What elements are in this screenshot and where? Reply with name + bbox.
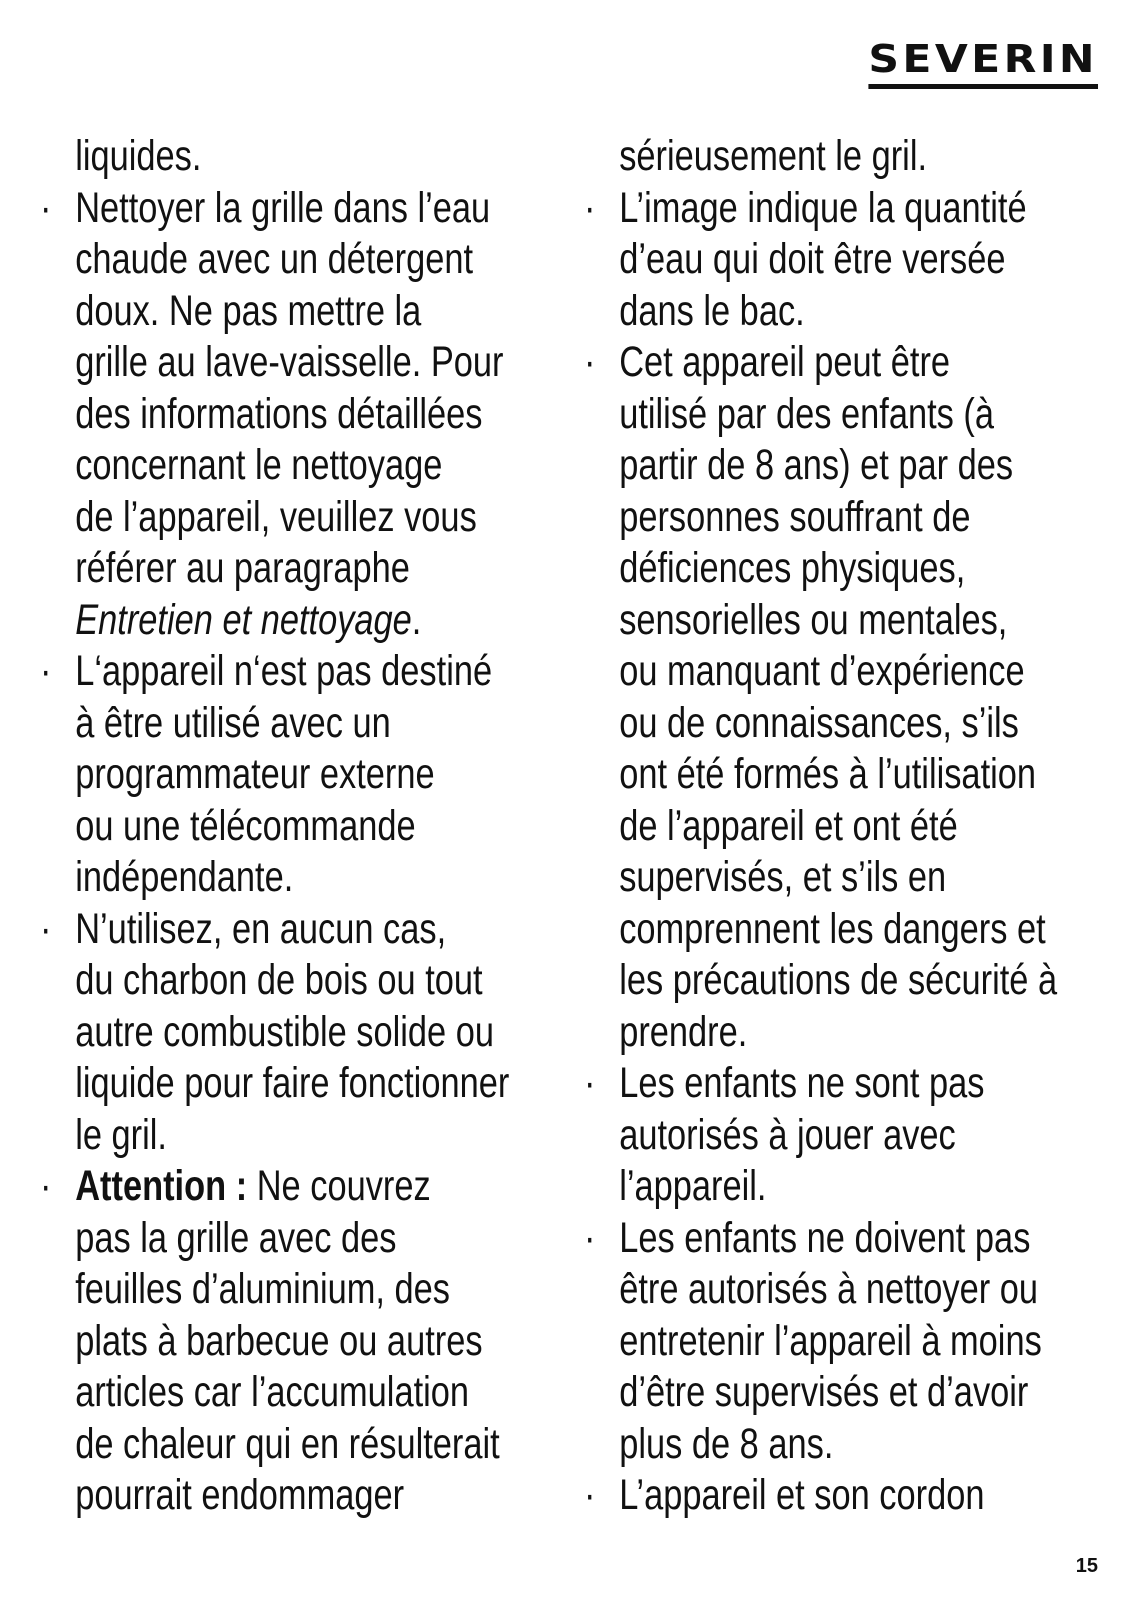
text-line — [584, 234, 1006, 286]
text-line — [40, 801, 456, 853]
emphasis-label: Attention : — [75, 1162, 248, 1210]
text-line — [40, 1213, 456, 1265]
text-line — [40, 1367, 470, 1419]
text-segment: Cet appareil peut être — [619, 338, 951, 386]
text-segment: concernant le nettoyage — [75, 441, 443, 489]
text-segment: Les enfants ne doivent pas — [619, 1213, 1031, 1262]
text-segment: de l’appareil et ont été — [619, 801, 958, 850]
text-segment: de l’appareil, veuillez vous — [75, 492, 477, 541]
text-segment: L‘appareil n‘est pas destiné — [75, 647, 493, 695]
bullet-marker: · — [584, 183, 596, 232]
text-line — [584, 183, 1027, 235]
text-segment: le gril. — [75, 1110, 167, 1159]
text-segment: prendre. — [619, 1007, 748, 1056]
text-segment: pas la grille avec des — [75, 1213, 397, 1262]
text-line — [584, 1419, 1000, 1471]
bullet-marker: · — [40, 647, 52, 695]
text-line — [584, 1316, 1042, 1368]
text-line — [584, 1470, 1000, 1522]
text-line — [584, 749, 1037, 801]
text-segment: plats à barbecue ou autres — [75, 1316, 483, 1365]
text-segment: comprennent les dangers et — [619, 904, 1046, 953]
text-segment: de chaleur qui en résulterait — [75, 1419, 500, 1468]
text-line — [40, 595, 456, 647]
bullet-marker: · — [584, 1471, 596, 1519]
section-reference: Entretien et nettoyage — [75, 595, 412, 644]
text-segment: Les enfants ne sont pas — [619, 1059, 985, 1107]
text-line — [584, 904, 1046, 956]
text-line — [40, 646, 493, 698]
text-segment: utilisé par des enfants (à — [619, 389, 994, 438]
text-line — [584, 698, 1019, 750]
text-segment: partir de 8 ans) et par des — [619, 441, 1014, 489]
text-segment: feuilles d’aluminium, des — [75, 1265, 450, 1313]
text-line — [584, 955, 1058, 1007]
text-segment: chaude avec un détergent — [75, 235, 474, 283]
text-segment: . — [411, 595, 422, 644]
text-line — [584, 646, 1025, 698]
text-segment: l’appareil. — [619, 1162, 767, 1210]
text-line — [584, 1058, 1000, 1110]
text-segment: Nettoyer la grille dans l’eau — [75, 183, 491, 232]
text-line — [584, 1264, 1038, 1316]
text-line — [584, 389, 1000, 441]
text-line — [40, 337, 504, 389]
text-line — [584, 1367, 1029, 1419]
text-line — [584, 286, 1000, 338]
page-number: 15 — [1075, 1555, 1098, 1577]
text-segment: entretenir l’appareil à moins — [619, 1316, 1042, 1365]
left-column — [40, 131, 560, 1522]
text-line — [584, 595, 1008, 647]
text-segment: programmateur externe — [75, 750, 435, 798]
text-line — [584, 492, 1000, 544]
text-line — [40, 1007, 494, 1059]
text-line — [584, 337, 1000, 389]
text-line — [584, 852, 1000, 904]
text-segment: ont été formés à l’utilisation — [619, 750, 1037, 798]
text-line — [40, 1264, 456, 1316]
brand-logo: SEVERIN — [869, 40, 1098, 89]
text-line — [584, 801, 1000, 853]
text-segment: les précautions de sécurité à — [619, 956, 1058, 1004]
right-column — [584, 131, 1104, 1522]
text-segment: dans le bac. — [619, 286, 805, 335]
text-segment: sérieusement le gril. — [619, 132, 928, 180]
text-segment: autre combustible solide ou — [75, 1007, 494, 1056]
text-line — [584, 1213, 1031, 1265]
text-segment: ou de connaissances, s’ils — [619, 698, 1019, 747]
text-line — [584, 131, 1000, 183]
text-line — [40, 698, 456, 750]
text-line — [584, 1110, 1000, 1162]
text-segment: être autorisés à nettoyer ou — [619, 1265, 1038, 1313]
text-line — [40, 1316, 483, 1368]
text-segment: plus de 8 ans. — [619, 1419, 834, 1468]
text-segment: du charbon de bois ou tout — [75, 956, 483, 1004]
text-line — [40, 234, 474, 286]
text-line — [40, 131, 456, 183]
text-segment: grille au lave-vaisselle. Pour — [75, 338, 504, 386]
text-line — [40, 1419, 500, 1471]
text-line — [584, 543, 1000, 595]
text-line — [40, 183, 491, 235]
text-segment: personnes souffrant de — [619, 492, 971, 541]
text-line — [40, 440, 456, 492]
bullet-marker: · — [584, 1213, 596, 1262]
text-segment: référer au paragraphe — [75, 544, 410, 592]
bullet-marker: · — [584, 1059, 596, 1107]
text-segment: d’eau qui doit être versée — [619, 235, 1006, 283]
text-segment: liquides. — [75, 132, 202, 180]
text-segment: pourrait endommager — [75, 1471, 405, 1519]
text-line — [40, 1470, 456, 1522]
text-line — [40, 852, 456, 904]
text-segment: des informations détaillées — [75, 389, 483, 438]
text-line — [584, 1161, 1000, 1213]
text-segment: L’appareil et son cordon — [619, 1471, 985, 1519]
text-line — [584, 1007, 1000, 1059]
text-segment: à être utilisé avec un — [75, 698, 391, 747]
text-segment: liquide pour faire fonctionner — [75, 1059, 510, 1107]
text-segment: articles car l’accumulation — [75, 1368, 470, 1416]
text-segment: d’être supervisés et d’avoir — [619, 1368, 1029, 1416]
text-line — [40, 389, 483, 441]
text-segment: supervisés, et s’ils en — [619, 853, 947, 901]
text-line — [40, 749, 456, 801]
bullet-marker: · — [584, 338, 596, 386]
text-line — [584, 440, 1014, 492]
text-segment: L’image indique la quantité — [619, 183, 1027, 232]
text-segment: déficiences physiques, — [619, 544, 966, 592]
text-segment: Ne couvrez — [247, 1162, 431, 1210]
text-line — [40, 286, 456, 338]
text-line — [40, 1058, 510, 1110]
text-segment: sensorielles ou mentales, — [619, 595, 1008, 644]
bullet-marker: · — [40, 1162, 52, 1210]
text-segment: doux. Ne pas mettre la — [75, 286, 422, 335]
bullet-marker: · — [40, 183, 52, 232]
text-line — [40, 543, 456, 595]
text-segment: ou une télécommande — [75, 801, 416, 850]
text-line — [40, 492, 477, 544]
text-line — [40, 1110, 456, 1162]
text-line — [40, 904, 456, 956]
text-segment: N’utilisez, en aucun cas, — [75, 904, 447, 953]
text-line — [40, 1161, 456, 1213]
text-segment: autorisés à jouer avec — [619, 1110, 956, 1159]
text-segment: ou manquant d’expérience — [619, 647, 1025, 695]
text-line — [40, 955, 483, 1007]
text-segment: indépendante. — [75, 853, 294, 901]
bullet-marker: · — [40, 904, 52, 953]
